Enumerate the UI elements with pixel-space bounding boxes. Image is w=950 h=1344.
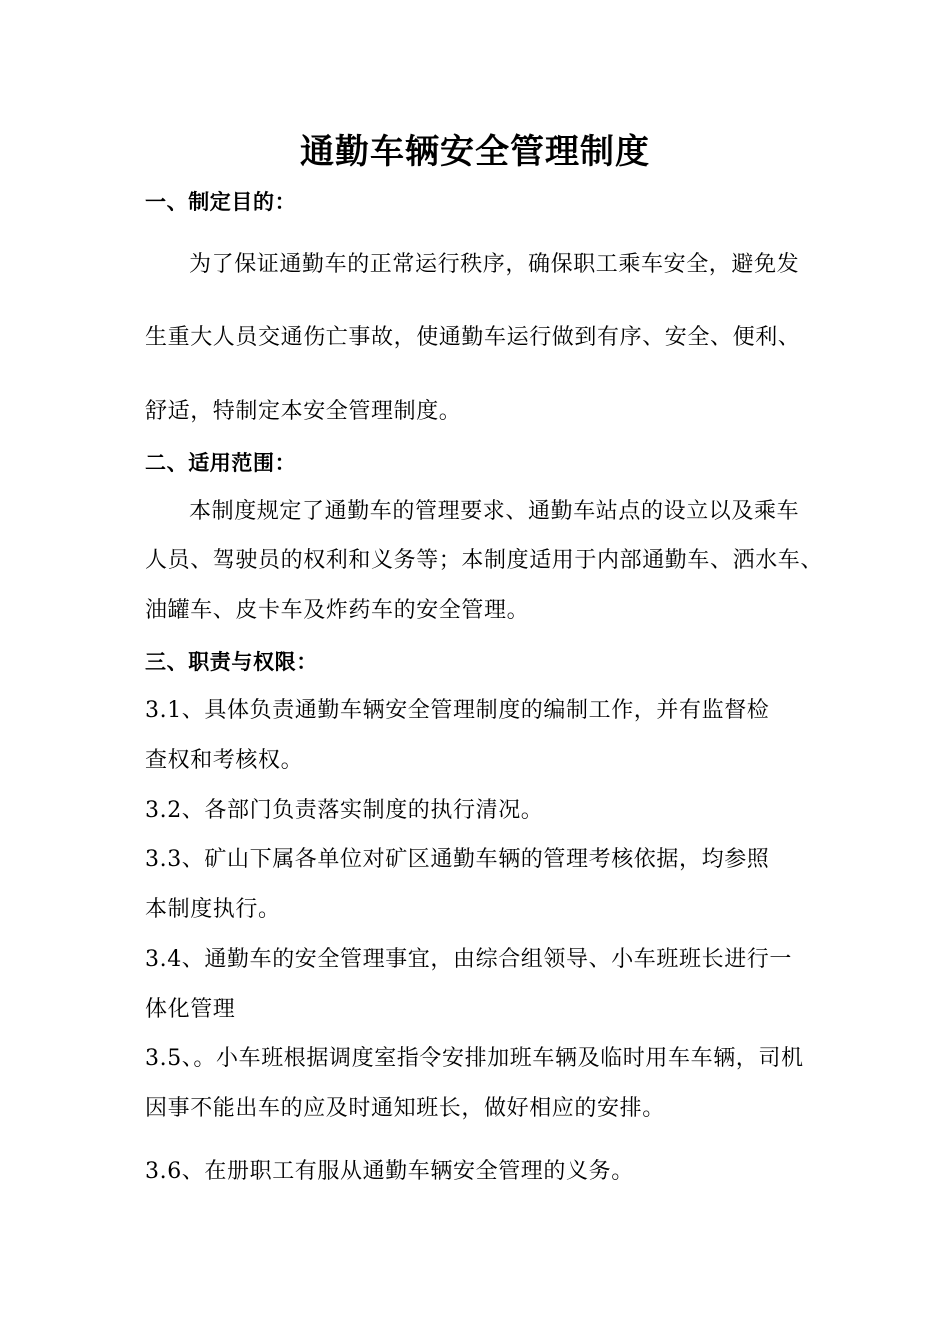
document-title: 通勤车辆安全管理制度 xyxy=(300,132,650,172)
paragraph-line: 舒适，特制定本安全管理制度。 xyxy=(145,399,462,424)
section-heading: 二、适用范围： xyxy=(145,451,297,475)
clause-line: 3.4、通勤车的安全管理事宜，由综合组领导、小车班班长进行一 xyxy=(145,947,792,972)
clause-line: 本制度执行。 xyxy=(145,897,281,922)
paragraph-line: 生重大人员交通伤亡事故，使通勤车运行做到有序、安全、便利、 xyxy=(145,325,801,350)
clause-line: 体化管理 xyxy=(145,997,236,1022)
paragraph-line: 为了保证通勤车的正常运行秩序，确保职工乘车安全，避免发 xyxy=(189,252,800,277)
section-heading: 三、职责与权限： xyxy=(145,650,318,674)
clause-line: 3.6、在册职工有服从通勤车辆安全管理的义务。 xyxy=(145,1159,634,1184)
clause-line: 3.2、各部门负责落实制度的执行清况。 xyxy=(145,798,544,823)
clause-line: 3.5、。小车班根据调度室指令安排加班车辆及临时用车车辆，司机 xyxy=(145,1046,804,1071)
paragraph-line: 本制度规定了通勤车的管理要求、通勤车站点的设立以及乘车 xyxy=(189,499,800,524)
clause-line: 3.1、具体负责通勤车辆安全管理制度的编制工作，并有监督检 xyxy=(145,698,770,723)
paragraph-line: 油罐车、皮卡车及炸药车的安全管理。 xyxy=(145,598,530,623)
clause-line: 查权和考核权。 xyxy=(145,748,304,773)
paragraph-line: 人员、驾驶员的权利和义务等；本制度适用于内部通勤车、洒水车、 xyxy=(145,548,824,573)
section-heading: 一、制定目的： xyxy=(145,190,297,214)
clause-line: 因事不能出车的应及时通知班长，做好相应的安排。 xyxy=(145,1096,665,1121)
clause-line: 3.3、矿山下属各单位对矿区通勤车辆的管理考核依据，均参照 xyxy=(145,847,770,872)
